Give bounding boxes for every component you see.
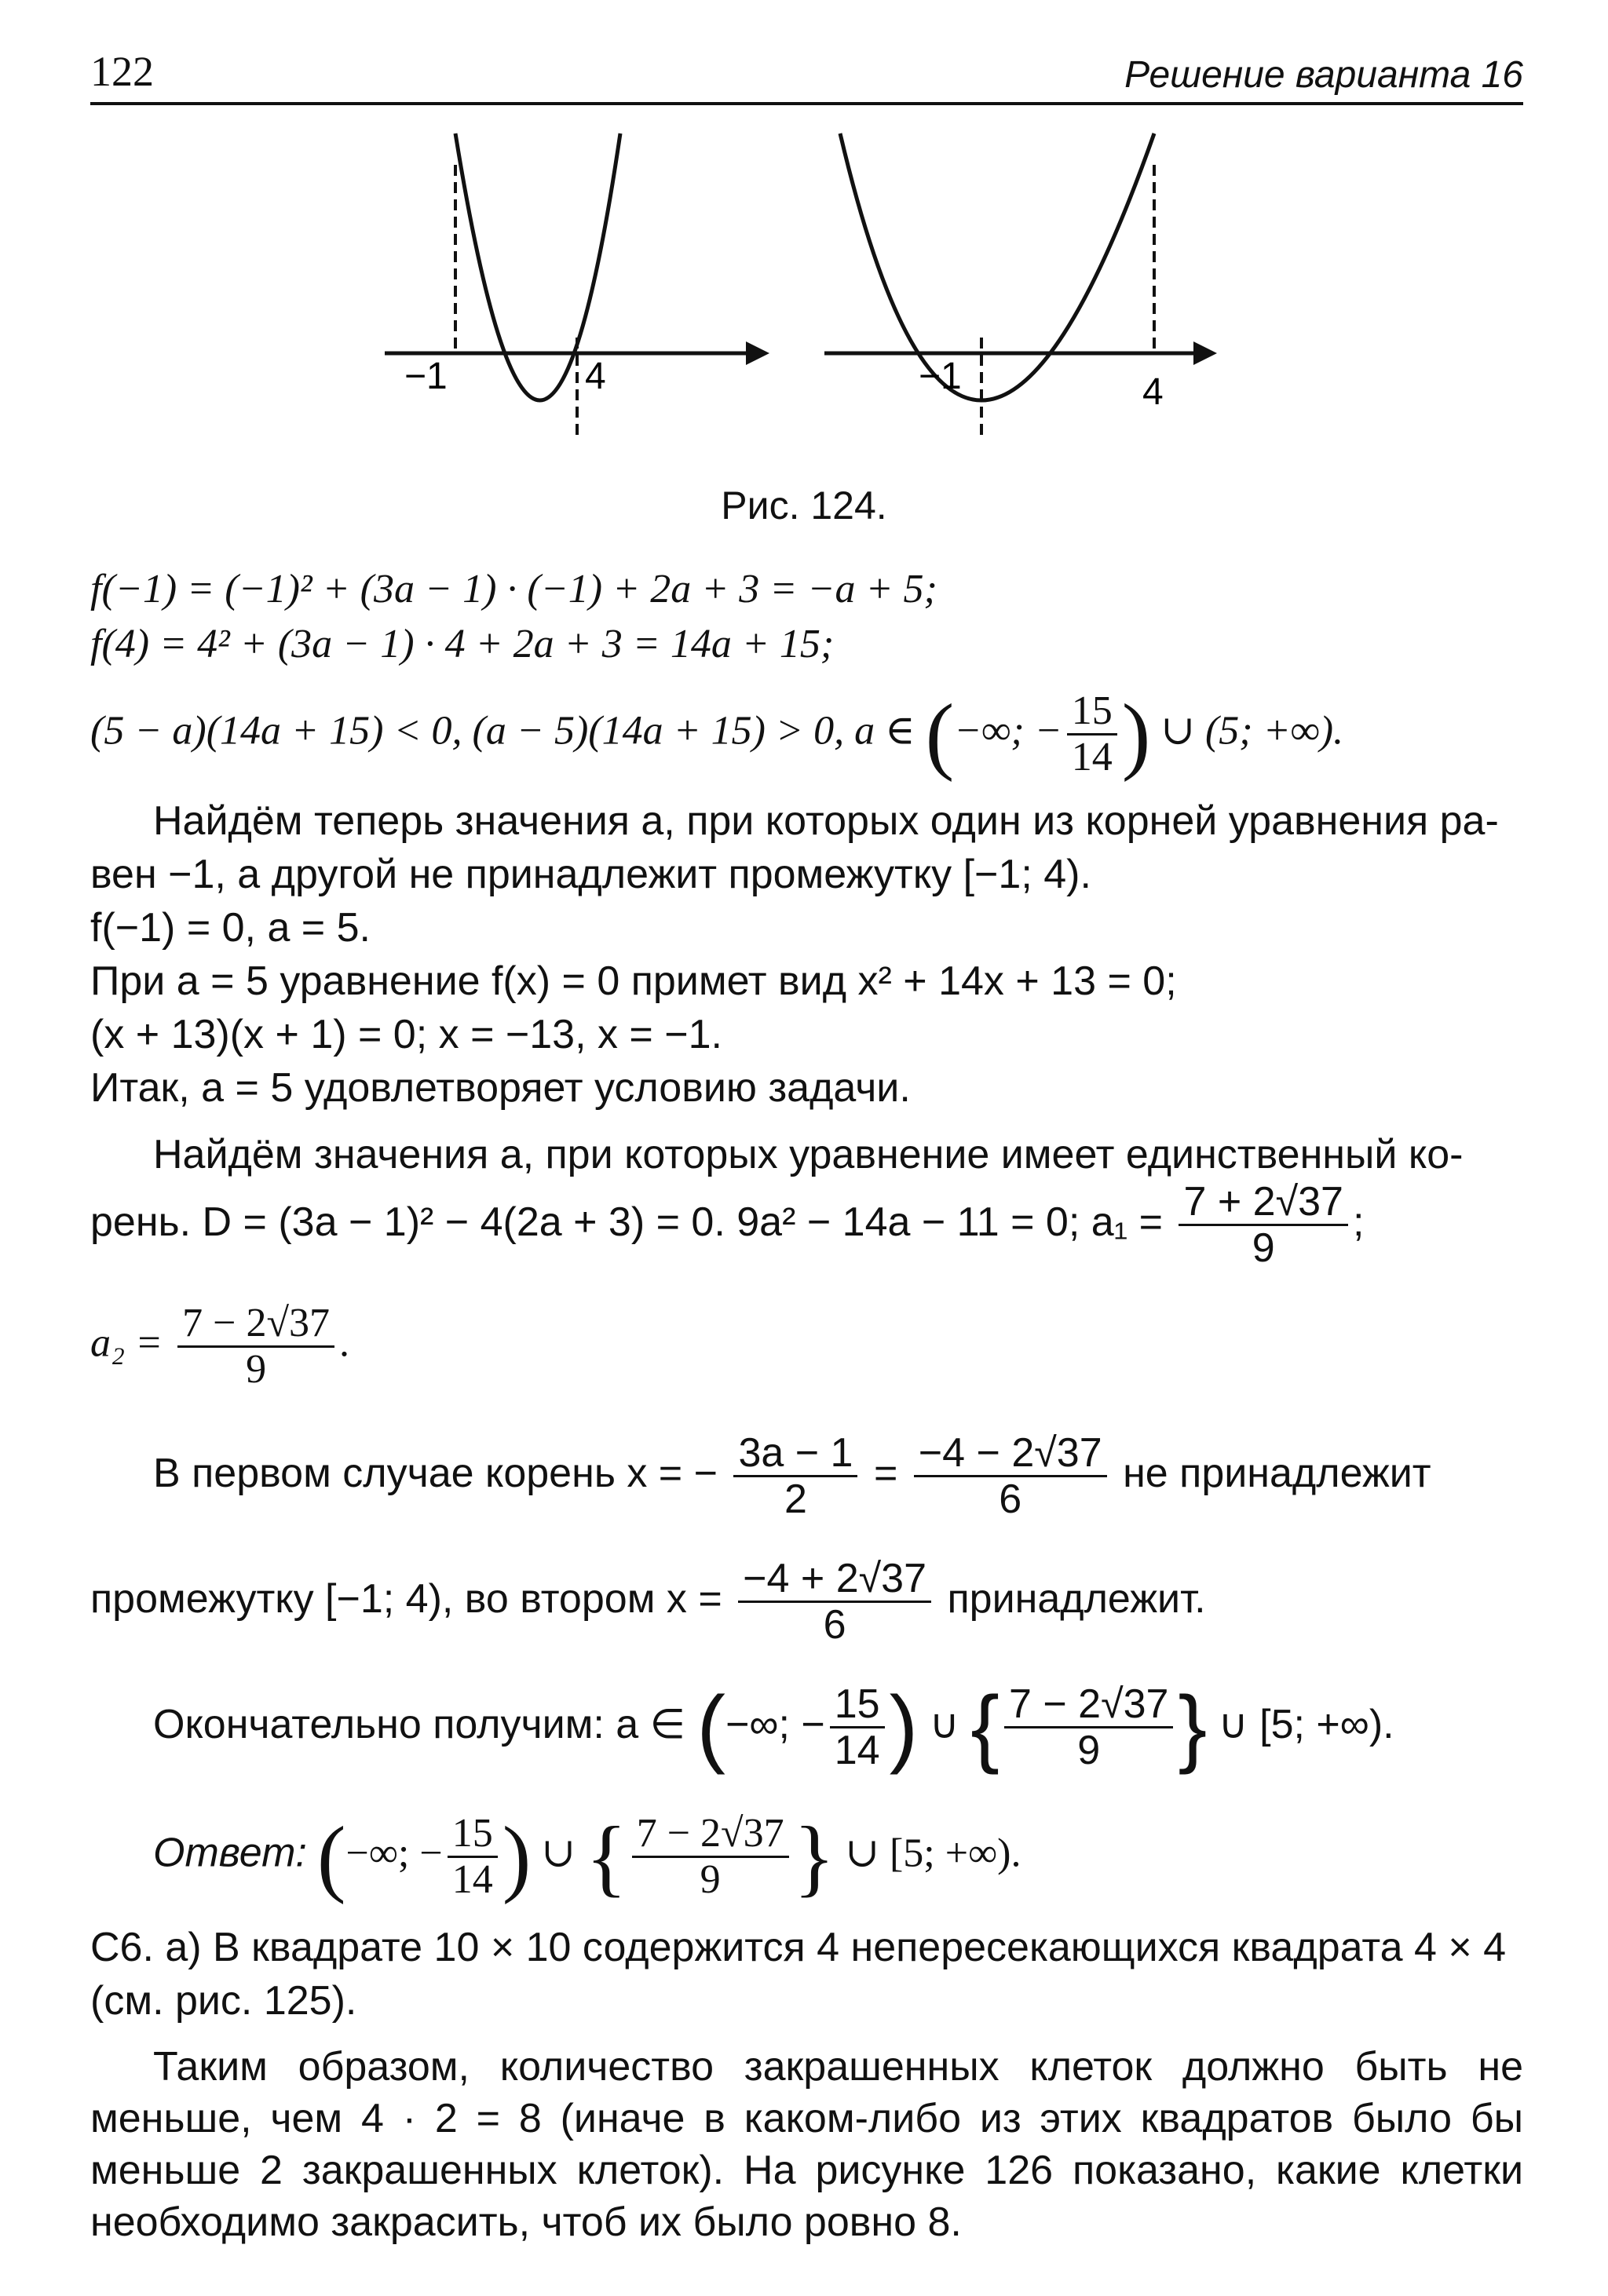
equation-f-minus-one: f(−1) = (−1)² + (3a − 1) · (−1) + 2a + 3 = −a + 5; — [90, 567, 937, 611]
answer-f2-num: 7 − 2√37 — [632, 1813, 789, 1858]
final-f1-den: 14 — [834, 1728, 880, 1773]
fraction-numerator: 15 — [1067, 691, 1117, 736]
right-label-minus-one: −1 — [919, 356, 962, 397]
a1-numerator: 7 + 2√37 — [1179, 1181, 1347, 1226]
case1-numerator-2: −4 − 2√37 — [914, 1433, 1107, 1477]
para2-line2 — [90, 1179, 1365, 1271]
a2-denominator: 9 — [246, 1347, 267, 1392]
final-right: ∪ [5; +∞). — [1218, 1702, 1394, 1748]
equation-f-four: f(4) = 4² + (3a − 1) · 4 + 2a + 3 = 14a + 15; — [90, 622, 835, 666]
para1-line5: (x + 13)(x + 1) = 0; x = −13, x = −1. — [90, 1012, 722, 1057]
equation-inequality — [90, 686, 1344, 783]
paren-open: ( — [925, 686, 955, 783]
right-axis-arrow — [1193, 341, 1217, 365]
page-number: 122 — [90, 48, 154, 95]
right-label-four: 4 — [1142, 371, 1164, 413]
case2-text: промежутку [−1; 4), во втором x = — [90, 1576, 722, 1623]
inequality-left: (5 − a)(14a + 15) < 0, (a − 5)(14a + 15) > 0, a ∈ — [90, 708, 915, 754]
figure-124 — [369, 118, 1248, 463]
answer-fraction-2 — [632, 1813, 789, 1900]
interval-inner: −∞; − — [954, 708, 1062, 754]
final-label: Окончательно получим: a ∈ — [153, 1702, 685, 1748]
case1-equals: = — [873, 1451, 898, 1497]
para1-line1: Найдём теперь значения a, при которых один из корней уравнения ра- — [153, 798, 1499, 844]
fraction-case1-b — [914, 1430, 1107, 1522]
final-f2-num: 7 − 2√37 — [1004, 1684, 1173, 1728]
page-header — [90, 47, 1523, 105]
case2-denominator: 6 — [823, 1602, 846, 1648]
a2-numerator: 7 − 2√37 — [177, 1303, 334, 1348]
running-title: Решение варианта 16 — [1124, 54, 1523, 96]
case2-numerator: −4 + 2√37 — [738, 1558, 931, 1603]
left-label-four: 4 — [585, 356, 606, 397]
case1-text: В первом случае корень x = − — [153, 1451, 718, 1497]
figure-caption: Рис. 124. — [721, 484, 887, 527]
root-a2 — [90, 1303, 349, 1390]
case2-right-text: принадлежит. — [947, 1576, 1206, 1623]
final-f1-num: 15 — [830, 1684, 885, 1728]
inequality-right: ∪ (5; +∞). — [1160, 708, 1344, 754]
case1-denominator-2: 6 — [999, 1477, 1022, 1522]
fraction-case2 — [738, 1556, 931, 1648]
final-fraction-2 — [1004, 1681, 1173, 1773]
para1-line6: Итак, a = 5 удовлетворяет условию задачи. — [90, 1065, 911, 1111]
para1-line3: f(−1) = 0, a = 5. — [90, 905, 371, 951]
left-label-minus-one: −1 — [404, 356, 448, 397]
case2-line — [90, 1556, 1206, 1648]
answer-label: Ответ: — [153, 1830, 307, 1876]
case1-right-text: не принадлежит — [1123, 1451, 1431, 1497]
a1-end: ; — [1352, 1199, 1365, 1246]
final-result-line: Окончательно получим: a ∈ (−∞; − $\frac{15}{14}$ ) ∪ { $\frac{7 - 2√37}{9}$ } ∪ [5; +∞). — [153, 1678, 1394, 1776]
para1-line2: вен −1, а другой не принадлежит промежутку [−1; 4). — [90, 852, 1091, 897]
fraction-15-14 — [1067, 688, 1117, 779]
left-parabola-graph — [385, 133, 769, 440]
case1-numerator: 3a − 1 — [733, 1433, 857, 1477]
answer-fraction-1 — [448, 1813, 498, 1900]
discriminant-text: рень. D = (3a − 1)² − 4(2a + 3) = 0. 9a² − 14a − 11 = 0; a₁ = — [90, 1199, 1164, 1246]
fraction-denominator: 14 — [1071, 735, 1113, 779]
a2-label: a₂ = — [90, 1320, 163, 1366]
fraction-a2 — [177, 1303, 334, 1390]
right-parabola — [840, 133, 1154, 400]
a2-end: . — [339, 1320, 350, 1366]
final-inner: −∞; − — [725, 1702, 825, 1748]
answer-line: Ответ: (−∞; − $\frac{15}{14}$ ) ∪ { $\frac{7 - 2√37}{9}$ } ∪ [5; +∞). — [153, 1809, 1021, 1905]
right-parabola-graph — [824, 133, 1217, 440]
problem-c6-line2: (см. рис. 125). — [90, 1978, 357, 2024]
conclusion-paragraph: Таким образом, количество закрашенных клеток должно быть не меньше, чем 4 · 2 = 8 (иначе в каком-либо из этих квадратов было бы меньше 2 закрашенных клеток). На рисунке 126 показано, какие клетки необходимо закрасить, чтоб их было ровно 8. — [90, 2044, 1523, 2245]
problem-c6-line1: С6. а) В квадрате 10 × 10 содержится 4 непересекающихся квадрата 4 × 4 — [90, 1925, 1507, 1970]
answer-inner: −∞; − — [345, 1831, 443, 1876]
final-f2-den: 9 — [1077, 1728, 1101, 1773]
fraction-case1-a — [733, 1430, 857, 1522]
final-fraction-1 — [830, 1681, 885, 1773]
case1-line — [153, 1430, 1431, 1522]
answer-right: ∪ [5; +∞). — [845, 1831, 1021, 1876]
para1-line4: При a = 5 уравнение f(x) = 0 примет вид x² + 14x + 13 = 0; — [90, 958, 1177, 1004]
case1-denominator: 2 — [784, 1477, 807, 1522]
answer-f2-den: 9 — [700, 1857, 721, 1902]
answer-f1-den: 14 — [451, 1857, 493, 1902]
answer-f1-num: 15 — [448, 1813, 498, 1858]
fraction-a1 — [1179, 1179, 1347, 1271]
answer-union: ∪ — [541, 1831, 576, 1876]
left-axis-arrow — [746, 341, 769, 365]
a1-denominator: 9 — [1252, 1225, 1275, 1271]
final-union: ∪ — [929, 1702, 959, 1748]
paren-close: ) — [1121, 686, 1151, 783]
para2-line1: Найдём значения a, при которых уравнение имеет единственный ко- — [153, 1132, 1464, 1177]
